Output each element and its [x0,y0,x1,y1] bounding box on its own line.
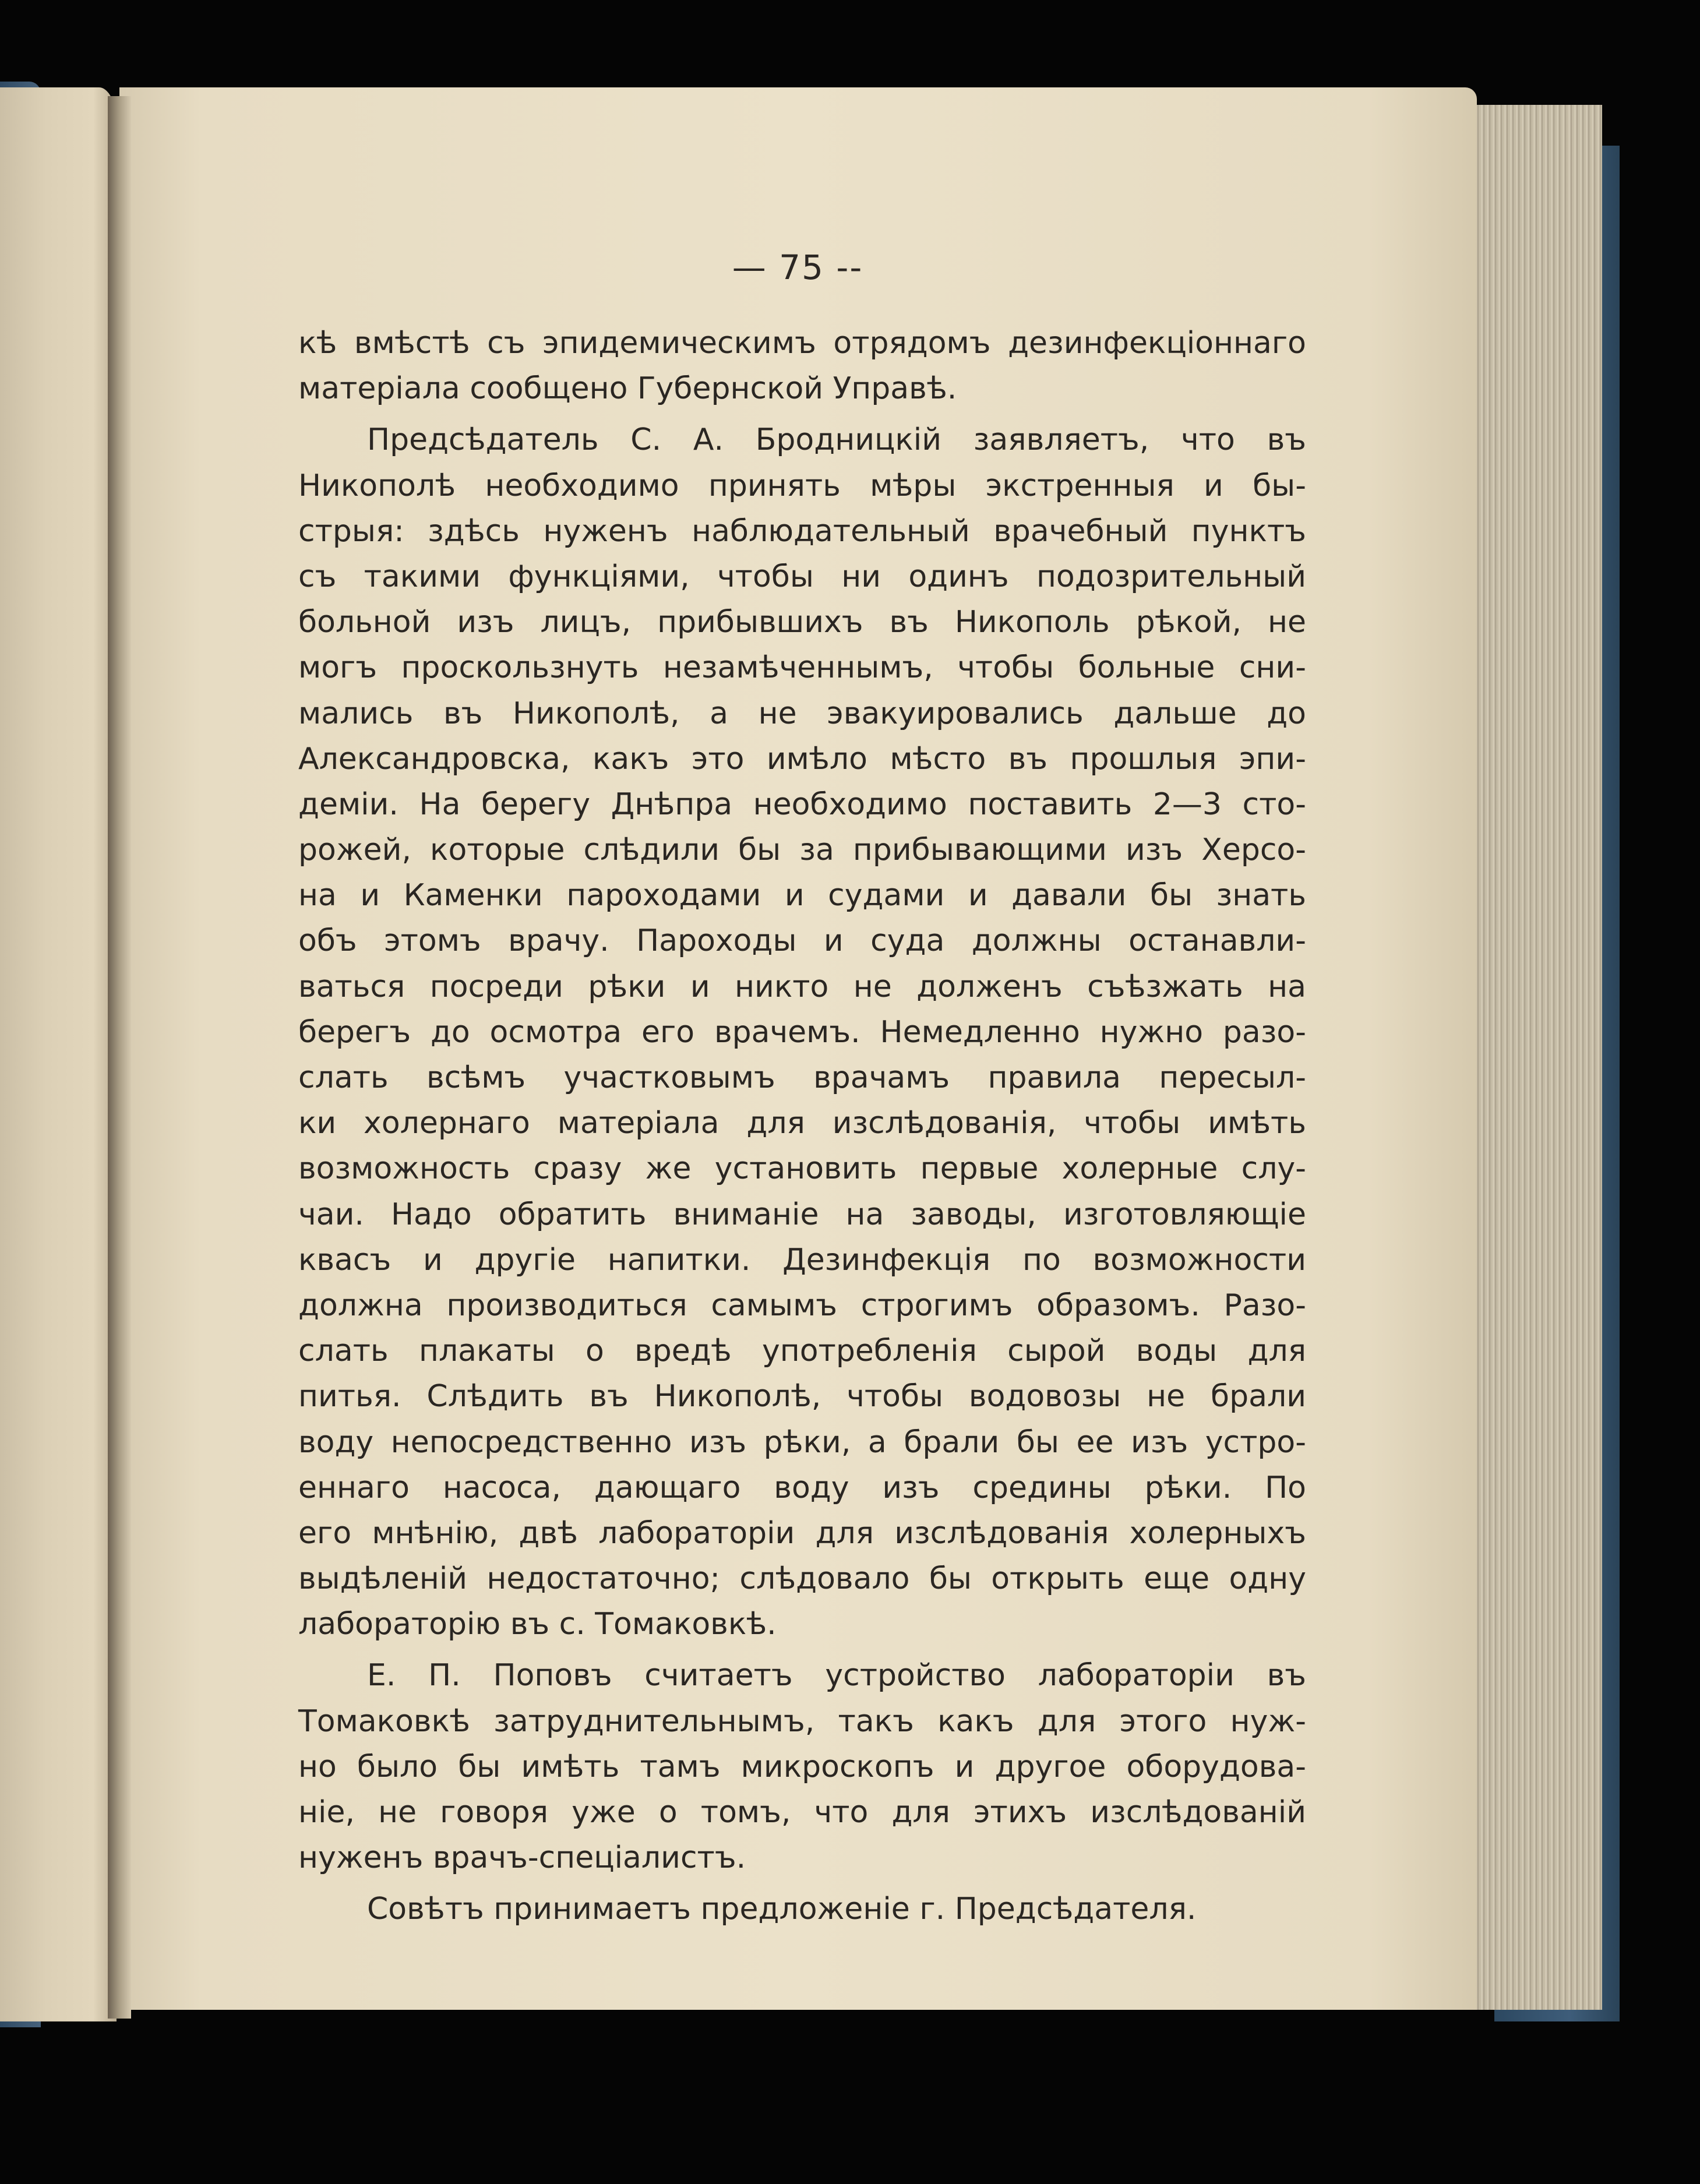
text-line: слать плакаты о вредѣ употребленія сырой воды для [298,1333,1306,1369]
text-line: Томаковкѣ затруднительнымъ, такъ какъ для этого нуж- [298,1703,1306,1739]
text-line: ваться посреди рѣки и никто не долженъ съѣзжать на [298,969,1306,1004]
text-line: кѣ вмѣстѣ съ эпидемическимъ отрядомъ дезинфекціоннаго [298,326,1306,361]
text-line: ніе, не говоря уже о томъ, что для этихъ изслѣдованій [298,1795,1306,1830]
previous-page-edge [0,87,117,2021]
text-line: еннаго насоса, дающаго воду изъ средины рѣки. По [298,1470,1306,1505]
text-line: берегъ до осмотра его врачемъ. Немедленно нужно разо- [298,1014,1306,1050]
text-line: возможность сразу же установить первые холерные слу- [298,1151,1306,1187]
text-line: стрыя: здѣсь нуженъ наблюдательный врачебный пунктъ [298,513,1306,549]
text-line: слать всѣмъ участковымъ врачамъ правила пересыл- [298,1060,1306,1095]
text-line: ки холернаго матеріала для изслѣдованія, чтобы имѣть [298,1106,1306,1141]
text-line: Александровска, какъ это имѣло мѣсто въ прошлыя эпи- [298,741,1306,777]
text-line: нуженъ врачъ-спеціалистъ. [298,1840,746,1876]
text-line: матеріала сообщено Губернской Управѣ. [298,371,957,407]
text-line: питья. Слѣдить въ Никополѣ, чтобы водовозы не брали [298,1379,1306,1414]
text-line: воду непосредственно изъ рѣки, а брали бы ее изъ устро- [298,1424,1306,1460]
text-line: Никополѣ необходимо принять мѣры экстренныя и бы- [298,468,1306,503]
text-line: съ такими функціями, чтобы ни одинъ подозрительный [298,559,1306,594]
text-line: Е. П. Поповъ считаетъ устройство лабораторіи въ [367,1658,1306,1693]
text-line: мались въ Никополѣ, а не эвакуировались дальше до [298,696,1306,731]
text-line: лабораторію въ с. Томаковкѣ. [298,1607,777,1642]
text-line: деміи. На берегу Днѣпра необходимо поставить 2—3 сто- [298,786,1306,822]
text-line: чаи. Надо обратить вниманіе на заводы, изготовляющіе [298,1197,1306,1232]
text-line: квасъ и другіе напитки. Дезинфекція по возможности [298,1242,1306,1278]
text-line: но было бы имѣть тамъ микроскопъ и другое оборудова- [298,1749,1306,1784]
page-block-edges [1468,105,1602,2010]
page-number: — 75 -- [732,248,863,287]
text-line: выдѣленій недостаточно; слѣдовало бы открыть еще одну [298,1561,1306,1597]
text-line: Совѣтъ принимаетъ предложеніе г. Предсѣдателя. [367,1892,1197,1927]
text-line: его мнѣнію, двѣ лабораторіи для изслѣдованія холерныхъ [298,1515,1306,1551]
text-line: больной изъ лицъ, прибывшихъ въ Никополь рѣкой, не [298,605,1306,640]
text-line: объ этомъ врачу. Пароходы и суда должны останавли- [298,923,1306,959]
text-line: должна производиться самымъ строгимъ образомъ. Разо- [298,1287,1306,1323]
text-line: Предсѣдатель С. А. Бродницкій заявляетъ, что въ [367,422,1306,458]
book-gutter [108,96,131,2019]
text-line: могъ проскользнуть незамѣченнымъ, чтобы больные сни- [298,650,1306,686]
text-line: рожей, которые слѣдили бы за прибывающими изъ Херсо- [298,832,1306,868]
page-text [298,320,1306,1932]
text-line: на и Каменки пароходами и судами и давали бы знать [298,878,1306,913]
